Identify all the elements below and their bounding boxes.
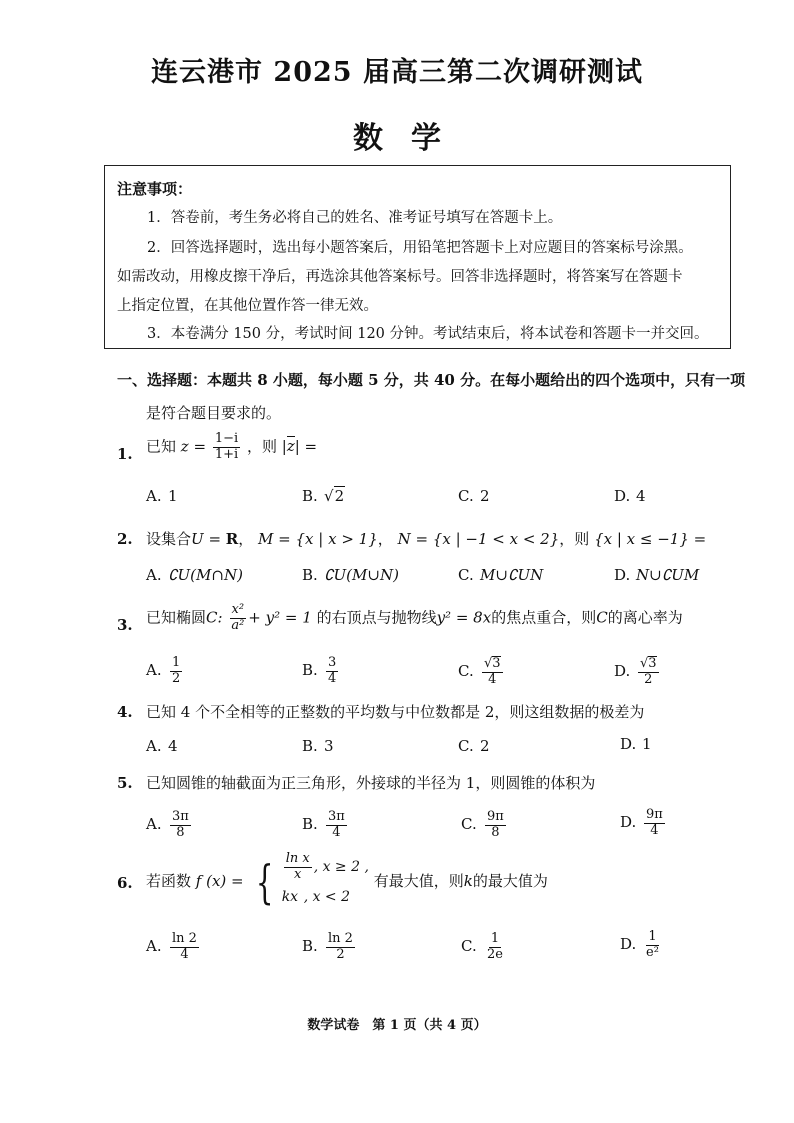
frac-num: 3π xyxy=(172,809,189,824)
q6-case1-den: x xyxy=(294,866,302,882)
option-value: 4 xyxy=(168,737,178,755)
q2-option-a[interactable] xyxy=(146,566,243,584)
option-label: A. xyxy=(146,937,162,956)
q2-text-d: ，则 xyxy=(559,530,590,548)
question-5-number: 5. xyxy=(117,774,133,792)
option-label: C. xyxy=(461,815,477,834)
frac-den: 2 xyxy=(172,670,181,686)
q1-abs-end: | = xyxy=(294,437,318,456)
frac-den: 4 xyxy=(332,824,341,840)
q5-option-c[interactable] xyxy=(461,810,508,841)
q3-C: C: xyxy=(206,608,223,627)
q6-text-b: 有最大值，则 xyxy=(373,872,464,890)
q3-option-b[interactable] xyxy=(302,656,340,687)
q2-option-d[interactable] xyxy=(614,566,699,584)
q6-case-2 xyxy=(282,882,369,912)
option-label: B. xyxy=(302,937,318,956)
frac-den: 4 xyxy=(180,946,189,962)
q1-fraction xyxy=(213,432,240,463)
frac-num-sqrt: √3 xyxy=(640,656,657,671)
notice-heading: 注意事项： xyxy=(117,180,193,198)
option-label: B. xyxy=(302,661,318,680)
q1-option-b[interactable] xyxy=(302,487,345,505)
option-fraction xyxy=(644,808,665,839)
q2-set: {x | x ≤ −1} = xyxy=(594,530,707,548)
option-value: 2 xyxy=(480,487,490,505)
option-value: 3 xyxy=(324,737,334,755)
q2-option-b[interactable] xyxy=(302,566,399,584)
option-fraction xyxy=(485,810,506,841)
q6-option-b[interactable] xyxy=(302,932,357,963)
q6-option-d[interactable] xyxy=(620,930,663,961)
q2-N-def: N = {x | −1 < x < 2} xyxy=(397,530,560,548)
q6-text-a: 若函数 xyxy=(146,872,192,890)
q6-cases xyxy=(282,852,369,912)
option-label: D. xyxy=(614,487,631,505)
option-label: A. xyxy=(146,815,162,834)
question-6-stem xyxy=(146,852,548,912)
question-5-stem: 已知圆锥的轴截面为正三角形，外接球的半径为 1，则圆锥的体积为 xyxy=(146,774,596,792)
frac-den: 8 xyxy=(176,824,185,840)
q3-text-b: 的右顶点与抛物线 xyxy=(316,608,437,627)
q4-option-c[interactable] xyxy=(458,737,490,755)
question-2-stem xyxy=(146,528,706,549)
q1-frac-num: 1−i xyxy=(214,431,239,446)
frac-den: e² xyxy=(646,944,659,960)
frac-num: 3 xyxy=(328,655,337,670)
option-fraction xyxy=(170,656,182,687)
option-label: C. xyxy=(458,566,474,584)
q6-option-a[interactable] xyxy=(146,932,201,963)
option-label: B. xyxy=(302,737,318,755)
frac-num: ln 2 xyxy=(328,931,353,946)
frac-num-sqrt: √3 xyxy=(484,656,501,671)
option-label: D. xyxy=(620,735,637,753)
question-1-number: 1. xyxy=(117,445,133,463)
option-value: ∁U(M∩N) xyxy=(168,566,243,584)
q6-case1-num: ln x xyxy=(285,850,310,866)
q3-option-a[interactable] xyxy=(146,656,184,687)
q1-abs: | xyxy=(281,437,287,456)
option-value: ∁U(M∪N) xyxy=(324,566,399,584)
option-label: C. xyxy=(458,737,474,755)
notice-line-1: 1．答卷前，考生务必将自己的姓名、准考证号填写在答题卡上。 xyxy=(147,210,563,226)
notice-box xyxy=(104,165,731,349)
option-fraction xyxy=(485,932,505,963)
q6-text-c: 的最大值为 xyxy=(472,872,548,890)
section-heading-cont: 是符合题目要求的。 xyxy=(146,404,282,422)
q5-option-d[interactable] xyxy=(620,808,667,839)
q3-parabola: y² = 8x xyxy=(436,608,492,627)
q3-rest: + y² = 1 xyxy=(248,608,312,627)
option-label: B. xyxy=(302,566,318,584)
page-footer: 数学试卷 第 1 页（共 4 页） xyxy=(307,1018,487,1033)
option-fraction xyxy=(326,810,347,841)
option-label: C. xyxy=(458,487,474,505)
subject-title: 数学 xyxy=(353,121,469,156)
option-label: B. xyxy=(302,487,318,505)
notice-line-2: 2．回答选择题时，选出每小题答案后，用铅笔把答题卡上对应题目的答案标号涂黑。 xyxy=(147,240,693,256)
q2-text-b: ， xyxy=(238,530,254,548)
frac-den: 4 xyxy=(650,822,659,838)
q2-text-a: 设集合 xyxy=(146,530,192,548)
frac-den: 4 xyxy=(328,670,337,686)
frac-num: 3 xyxy=(648,656,657,671)
q1-z: z xyxy=(180,437,189,456)
frac-den: 8 xyxy=(491,824,500,840)
brace-icon: { xyxy=(256,855,274,909)
option-fraction xyxy=(482,656,503,688)
question-1-stem xyxy=(146,432,317,463)
q1-zbar: z xyxy=(286,437,295,456)
option-label: B. xyxy=(302,815,318,834)
option-label: A. xyxy=(146,487,162,505)
option-value: N∪∁UM xyxy=(636,566,700,584)
option-value: 1 xyxy=(168,487,178,505)
question-4-number: 4. xyxy=(117,703,133,721)
frac-den: 2 xyxy=(336,946,345,962)
q2-U: U xyxy=(191,530,204,548)
frac-num: 1 xyxy=(490,931,500,946)
q2-eq: = xyxy=(203,530,226,548)
q6-case1-cond: , x ≥ 2 , xyxy=(313,859,369,875)
option-label: D. xyxy=(614,566,631,584)
q6-case-1 xyxy=(282,852,369,882)
option-label: D. xyxy=(614,661,631,680)
q5-option-b[interactable] xyxy=(302,810,349,841)
frac-num: 9π xyxy=(487,809,504,824)
notice-line-4: 上指定位置，在其他位置作答一律无效。 xyxy=(117,298,378,314)
q6-option-c[interactable] xyxy=(461,932,507,963)
q1-option-d[interactable] xyxy=(614,487,646,505)
question-3-number: 3. xyxy=(117,616,133,634)
option-label: A. xyxy=(146,566,162,584)
option-label: C. xyxy=(458,661,474,680)
q2-option-c[interactable] xyxy=(458,566,543,584)
q2-text-c: ， xyxy=(377,530,393,548)
q1-suffix: ，则 xyxy=(246,437,277,456)
option-label: D. xyxy=(620,935,637,954)
q5-option-a[interactable] xyxy=(146,810,193,841)
option-fraction xyxy=(644,930,661,961)
q4-option-b[interactable] xyxy=(302,737,334,755)
q1-option-c[interactable] xyxy=(458,487,490,505)
q3-text-a: 已知椭圆 xyxy=(146,608,207,627)
q3-frac-den: a² xyxy=(231,617,245,633)
q6-k: k xyxy=(463,872,473,890)
frac-num: 9π xyxy=(646,807,663,822)
option-value: 2 xyxy=(480,737,490,755)
q6-case1-fraction xyxy=(284,852,312,883)
option-fraction xyxy=(638,656,659,688)
frac-den: 2e xyxy=(487,946,503,962)
frac-den: 2 xyxy=(644,671,653,687)
q6-case2: kx xyxy=(281,889,299,905)
question-4-stem: 已知 4 个不全相等的正整数的平均数与中位数都是 2，则这组数据的极差为 xyxy=(146,703,645,721)
q6-piecewise xyxy=(248,852,369,912)
q1-option-a[interactable] xyxy=(146,487,178,505)
option-fraction xyxy=(170,932,199,963)
frac-num: 1 xyxy=(172,655,181,670)
frac-num: 1 xyxy=(648,929,657,944)
option-value: 1 xyxy=(642,735,652,753)
frac-num: 3 xyxy=(492,656,501,671)
option-label: A. xyxy=(146,661,162,680)
option-value: 4 xyxy=(636,487,646,505)
q4-option-d[interactable] xyxy=(620,735,652,753)
q3-option-c[interactable] xyxy=(458,656,505,688)
option-label: D. xyxy=(620,813,637,832)
option-fraction xyxy=(170,810,191,841)
q6-f: f (x) = xyxy=(195,872,244,890)
frac-num: 3π xyxy=(328,809,345,824)
q1-eq: = xyxy=(193,437,207,456)
question-6-number: 6. xyxy=(117,874,133,892)
option-label: C. xyxy=(461,937,477,956)
frac-num: ln 2 xyxy=(172,931,197,946)
q3-fraction xyxy=(229,603,246,634)
q2-M-def: M = {x | x > 1} xyxy=(258,530,378,548)
sqrt-sign: √2 xyxy=(324,487,345,505)
q1-frac-den: 1+i xyxy=(214,446,239,462)
q4-option-a[interactable] xyxy=(146,737,178,755)
notice-line-3: 如需改动，用橡皮擦干净后，再选涂其他答案标号。回答非选择题时，将答案写在答题卡 xyxy=(117,269,683,285)
exam-title: 连云港市 2025 届高三第二次调研测试 xyxy=(151,57,643,88)
option-value: 2 xyxy=(334,487,345,505)
option-label: A. xyxy=(146,737,162,755)
frac-den: 4 xyxy=(488,671,497,687)
q3-C2: C xyxy=(596,608,608,627)
q3-option-d[interactable] xyxy=(614,656,661,688)
option-fraction xyxy=(326,656,338,687)
q3-text-d: 的离心率为 xyxy=(607,608,683,627)
q1-prefix: 已知 xyxy=(146,437,177,456)
question-3-stem xyxy=(146,603,683,634)
q3-text-c: 的焦点重合，则 xyxy=(491,608,597,627)
option-value: M∪∁UN xyxy=(480,566,544,584)
notice-line-5: 3．本卷满分 150 分，考试时间 120 分钟。考试结束后，将本试卷和答题卡一并交回。 xyxy=(147,326,709,342)
q2-R: R xyxy=(225,530,239,548)
question-2-number: 2. xyxy=(117,530,133,548)
option-fraction xyxy=(326,932,355,963)
q6-case2-cond: , x < 2 xyxy=(303,889,351,905)
section-heading: 一、选择题：本题共 8 小题，每小题 5 分，共 40 分。在每小题给出的四个选项中，只有一项 xyxy=(117,371,746,389)
q3-frac-num: x² xyxy=(231,602,245,617)
